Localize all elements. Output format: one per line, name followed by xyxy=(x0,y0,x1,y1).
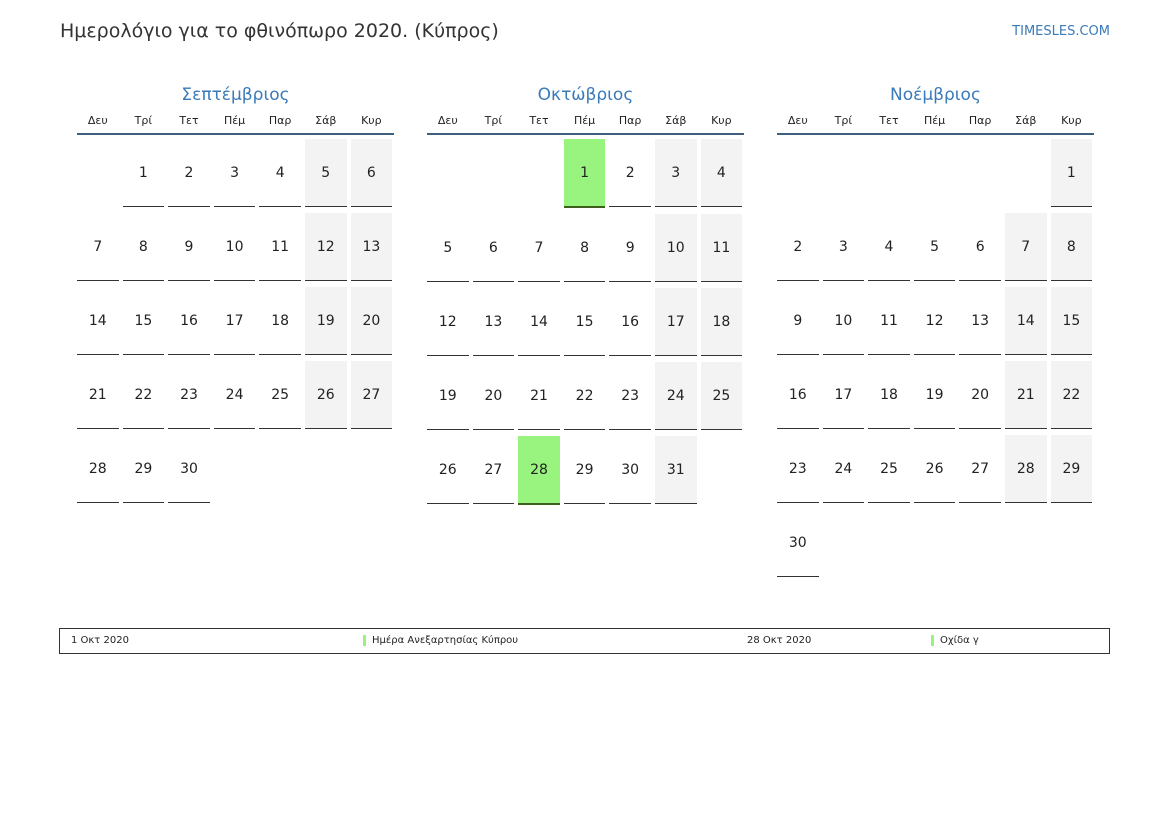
day-cell: 3 xyxy=(823,213,865,281)
day-cell: 9 xyxy=(609,214,651,282)
weekday-label: Κυρ xyxy=(711,114,732,127)
day-cell: 25 xyxy=(259,361,301,429)
weekday-label: Παρ xyxy=(968,114,992,127)
day-cell: 22 xyxy=(1051,361,1093,429)
empty-day-cell xyxy=(959,139,1001,206)
empty-day-cell xyxy=(823,139,865,206)
day-cell: 6 xyxy=(351,139,393,207)
day-cell: 28 xyxy=(1005,435,1047,503)
day-cell: 25 xyxy=(701,362,743,430)
day-cell: 27 xyxy=(959,435,1001,503)
month-november xyxy=(777,84,1094,577)
weekday-label: Δευ xyxy=(437,114,458,127)
empty-day-cell xyxy=(1005,139,1047,206)
day-cell: 14 xyxy=(518,288,560,356)
month-title: Σεπτέμβριος xyxy=(181,85,290,105)
day-cell: 17 xyxy=(214,287,256,355)
day-cell: 18 xyxy=(259,287,301,355)
weekday-label: Τρί xyxy=(834,114,853,127)
holiday-day-cell: 28 xyxy=(518,436,560,505)
day-cell: 10 xyxy=(655,214,697,282)
legend-date: 1 Οκτ 2020 xyxy=(71,635,129,646)
day-cell: 22 xyxy=(123,361,165,429)
day-cell: 15 xyxy=(564,288,606,356)
day-grid xyxy=(777,139,1094,577)
empty-day-cell xyxy=(427,139,469,206)
day-cell: 28 xyxy=(77,435,119,503)
day-cell: 13 xyxy=(473,288,515,356)
day-cell: 7 xyxy=(518,214,560,282)
weekday-label: Σάβ xyxy=(315,114,337,127)
empty-day-cell xyxy=(77,139,119,206)
day-cell: 11 xyxy=(259,213,301,281)
day-cell: 9 xyxy=(777,287,819,355)
site-link[interactable]: TIMESLES.COM xyxy=(1012,24,1110,39)
weekday-label: Δευ xyxy=(87,114,108,127)
day-cell: 13 xyxy=(351,213,393,281)
weekday-label: Παρ xyxy=(268,114,292,127)
day-cell: 12 xyxy=(427,288,469,356)
legend-holiday-name: Οχίδα γ xyxy=(931,635,979,646)
empty-day-cell xyxy=(473,139,515,206)
weekday-label: Σάβ xyxy=(1015,114,1037,127)
weekday-label: Τρί xyxy=(484,114,503,127)
day-cell: 4 xyxy=(701,139,743,207)
empty-day-cell xyxy=(777,139,819,206)
day-cell: 26 xyxy=(914,435,956,503)
day-cell: 10 xyxy=(823,287,865,355)
day-cell: 26 xyxy=(427,436,469,504)
weekday-label: Πέμ xyxy=(923,114,946,127)
day-cell: 4 xyxy=(868,213,910,281)
page-title: Ημερολόγιο για το φθινόπωρο 2020. (Κύπρος) xyxy=(60,20,499,42)
day-cell: 5 xyxy=(305,139,347,207)
legend-holiday-name: Ημέρα Ανεξαρτησίας Κύπρου xyxy=(363,635,518,646)
weekday-header xyxy=(777,114,1094,135)
day-cell: 5 xyxy=(914,213,956,281)
day-cell: 16 xyxy=(168,287,210,355)
day-cell: 23 xyxy=(609,362,651,430)
day-cell: 24 xyxy=(655,362,697,430)
day-cell: 20 xyxy=(473,362,515,430)
day-cell: 21 xyxy=(518,362,560,430)
day-cell: 19 xyxy=(427,362,469,430)
weekday-label: Σάβ xyxy=(665,114,687,127)
weekday-label: Δευ xyxy=(787,114,808,127)
day-cell: 11 xyxy=(868,287,910,355)
weekday-label: Κυρ xyxy=(361,114,382,127)
weekday-label: Πέμ xyxy=(223,114,246,127)
day-cell: 29 xyxy=(564,436,606,504)
day-cell: 18 xyxy=(701,288,743,356)
weekday-label: Τετ xyxy=(879,114,899,127)
day-cell: 20 xyxy=(959,361,1001,429)
day-cell: 30 xyxy=(609,436,651,504)
day-cell: 1 xyxy=(123,139,165,207)
day-cell: 8 xyxy=(1051,213,1093,281)
weekday-label: Πέμ xyxy=(573,114,596,127)
day-cell: 31 xyxy=(655,436,697,504)
day-cell: 4 xyxy=(259,139,301,207)
day-cell: 29 xyxy=(123,435,165,503)
weekday-label: Τετ xyxy=(179,114,199,127)
legend-date: 28 Οκτ 2020 xyxy=(747,635,812,646)
day-cell: 2 xyxy=(777,213,819,281)
month-title: Οκτώβριος xyxy=(537,85,634,105)
day-cell: 24 xyxy=(214,361,256,429)
day-cell: 5 xyxy=(427,214,469,282)
day-cell: 30 xyxy=(168,435,210,503)
day-cell: 17 xyxy=(655,288,697,356)
day-cell: 14 xyxy=(1005,287,1047,355)
day-cell: 16 xyxy=(777,361,819,429)
day-cell: 16 xyxy=(609,288,651,356)
holiday-legend xyxy=(59,628,1110,654)
day-cell: 2 xyxy=(609,139,651,207)
day-cell: 7 xyxy=(77,213,119,281)
day-cell: 27 xyxy=(351,361,393,429)
weekday-header xyxy=(427,114,744,135)
empty-day-cell xyxy=(868,139,910,206)
day-cell: 6 xyxy=(473,214,515,282)
day-cell: 20 xyxy=(351,287,393,355)
day-cell: 12 xyxy=(914,287,956,355)
month-october xyxy=(427,84,744,505)
day-cell: 19 xyxy=(914,361,956,429)
weekday-header xyxy=(77,114,394,135)
day-cell: 6 xyxy=(959,213,1001,281)
day-cell: 30 xyxy=(777,509,819,577)
day-cell: 23 xyxy=(777,435,819,503)
day-cell: 3 xyxy=(214,139,256,207)
day-cell: 7 xyxy=(1005,213,1047,281)
empty-day-cell xyxy=(518,139,560,206)
weekday-label: Κυρ xyxy=(1061,114,1082,127)
holiday-day-cell: 1 xyxy=(564,139,606,208)
day-cell: 2 xyxy=(168,139,210,207)
day-cell: 15 xyxy=(123,287,165,355)
weekday-label: Παρ xyxy=(618,114,642,127)
empty-day-cell xyxy=(914,139,956,206)
month-title: Νοέμβριος xyxy=(890,85,981,105)
day-cell: 15 xyxy=(1051,287,1093,355)
day-cell: 8 xyxy=(564,214,606,282)
day-cell: 26 xyxy=(305,361,347,429)
weekday-label: Τετ xyxy=(529,114,549,127)
day-cell: 14 xyxy=(77,287,119,355)
day-cell: 12 xyxy=(305,213,347,281)
day-cell: 11 xyxy=(701,214,743,282)
day-cell: 21 xyxy=(1005,361,1047,429)
day-cell: 10 xyxy=(214,213,256,281)
day-cell: 22 xyxy=(564,362,606,430)
day-cell: 21 xyxy=(77,361,119,429)
day-cell: 19 xyxy=(305,287,347,355)
day-cell: 25 xyxy=(868,435,910,503)
day-cell: 1 xyxy=(1051,139,1093,207)
day-cell: 9 xyxy=(168,213,210,281)
day-cell: 18 xyxy=(868,361,910,429)
day-cell: 3 xyxy=(655,139,697,207)
day-cell: 24 xyxy=(823,435,865,503)
day-cell: 8 xyxy=(123,213,165,281)
day-grid xyxy=(427,139,744,505)
day-grid xyxy=(77,139,394,503)
month-september xyxy=(77,84,394,503)
day-cell: 13 xyxy=(959,287,1001,355)
day-cell: 23 xyxy=(168,361,210,429)
day-cell: 17 xyxy=(823,361,865,429)
weekday-label: Τρί xyxy=(134,114,153,127)
day-cell: 29 xyxy=(1051,435,1093,503)
day-cell: 27 xyxy=(473,436,515,504)
